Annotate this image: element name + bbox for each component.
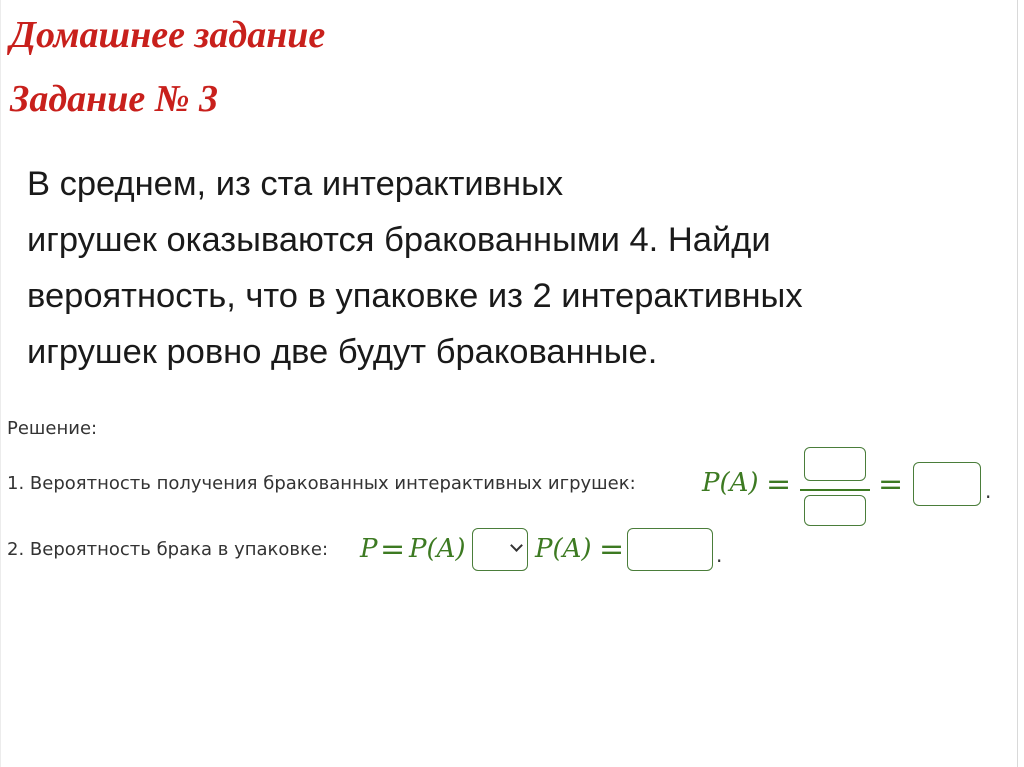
homework-title: Домашнее задание <box>10 14 326 56</box>
step1-equals: = <box>766 467 792 502</box>
step2-lhs: P <box>360 534 378 564</box>
problem-line: игрушек оказываются бракованными 4. Найди <box>27 221 771 259</box>
step2-period: . <box>716 543 723 567</box>
problem-statement <box>27 156 1007 380</box>
chevron-down-icon <box>510 539 523 552</box>
task-number: Задание № 3 <box>10 78 219 120</box>
problem-line: вероятность, что в упаковке из 2 интерактивных <box>27 277 803 315</box>
step1-text: 1. Вероятность получения бракованных интерактивных игрушек: <box>7 473 636 494</box>
step2-factor2: P(A) <box>535 534 592 564</box>
step2-answer-input[interactable] <box>627 528 713 571</box>
numerator-input[interactable] <box>804 447 866 481</box>
slide-right-edge <box>1017 0 1018 767</box>
step2-text: 2. Вероятность брака в упаковке: <box>7 539 329 560</box>
step1-equals-2: = <box>878 467 904 502</box>
step2-equals-2: = <box>599 532 625 567</box>
solution-label: Решение: <box>7 418 98 439</box>
step1-answer-input[interactable] <box>913 462 981 506</box>
problem-line: игрушек ровно две будут бракованные. <box>27 333 658 371</box>
denominator-input[interactable] <box>804 495 866 526</box>
step2-equals: = <box>380 532 406 567</box>
slide-left-edge <box>0 0 1 767</box>
problem-line: В среднем, из ста интерактивных <box>27 165 564 203</box>
fraction-bar <box>800 489 870 491</box>
step2-factor1: P(A) <box>409 534 466 564</box>
step1-period: . <box>985 479 992 503</box>
step1-lhs: P(A) <box>702 468 759 498</box>
operator-select[interactable] <box>472 528 528 571</box>
